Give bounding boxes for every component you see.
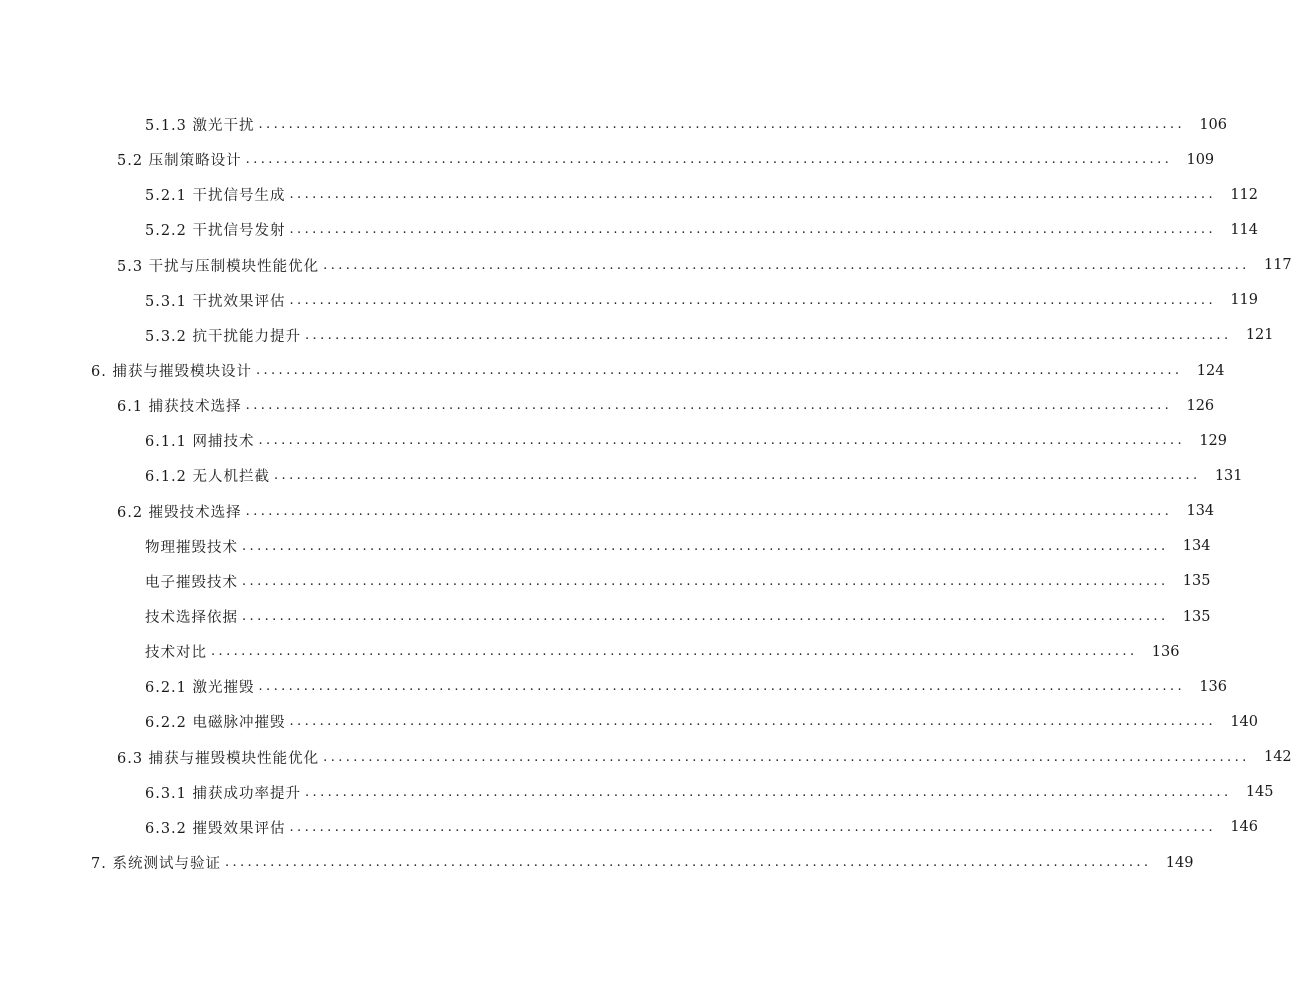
toc-entry-title: 5.2.1 干扰信号生成 (145, 188, 286, 205)
toc-entry[interactable] (0, 388, 1215, 423)
toc-page-number: 146 (1230, 819, 1258, 836)
toc-entry[interactable] (0, 599, 1211, 634)
toc-page-number: 136 (1199, 678, 1227, 695)
toc-page-number: 114 (1230, 221, 1258, 238)
toc-entry-title: 5.2.2 干扰信号发射 (145, 223, 286, 240)
toc-page-number: 109 (1186, 151, 1215, 168)
toc-entry-title: 6.2 摧毁技术选择 (117, 504, 242, 521)
toc-entry-title: 6.2.1 激光摧毁 (145, 680, 255, 697)
toc-entry[interactable] (0, 634, 1180, 669)
toc-page-number: 136 (1151, 643, 1180, 660)
toc-page-number: 140 (1230, 713, 1258, 730)
toc-page-number: 112 (1230, 186, 1258, 203)
toc-entry-title: 5.2 压制策略设计 (117, 153, 242, 170)
toc-dot-leader: ........................................................................................................................... (289, 187, 1216, 203)
toc-entry[interactable] (0, 775, 1274, 810)
table-of-contents (0, 107, 1292, 880)
toc-entry[interactable] (0, 564, 1211, 599)
toc-entry[interactable] (0, 177, 1258, 212)
toc-dot-leader: ........................................................................................................................... (258, 433, 1185, 449)
toc-page-number: 134 (1182, 538, 1211, 555)
toc-entry-title: 6.3 捕获与摧毁模块性能优化 (117, 750, 320, 767)
toc-entry-title: 7. 系统测试与验证 (91, 856, 221, 873)
toc-entry[interactable] (0, 142, 1215, 177)
toc-entry-title: 技术对比 (145, 645, 207, 662)
toc-entry-title: 5.1.3 激光干扰 (145, 118, 255, 135)
toc-page-number: 145 (1245, 784, 1274, 801)
toc-page-number: 135 (1182, 608, 1211, 625)
toc-dot-leader: ........................................................................................................................... (289, 714, 1216, 730)
toc-dot-leader: ........................................................................................................................... (289, 222, 1216, 238)
toc-page-number: 134 (1186, 503, 1215, 520)
toc-dot-leader: ........................................................................................................................... (245, 152, 1173, 168)
toc-entry-title: 电子摧毁技术 (145, 574, 238, 591)
toc-entry[interactable] (0, 458, 1243, 493)
toc-entry-title: 6.3.1 捕获成功率提升 (145, 785, 302, 802)
toc-entry[interactable] (0, 212, 1258, 247)
toc-page-number: 124 (1196, 362, 1225, 379)
toc-entry-title: 6.1.1 网捕技术 (145, 434, 255, 451)
toc-entry-title: 6. 捕获与摧毁模块设计 (91, 364, 252, 381)
toc-entry-title: 6.1.2 无人机拦截 (145, 469, 271, 486)
toc-entry[interactable] (0, 107, 1227, 142)
toc-dot-leader: ........................................................................................................................... (305, 327, 1232, 343)
toc-dot-leader: ........................................................................................................................... (242, 538, 1169, 554)
toc-page-number: 106 (1199, 116, 1227, 133)
toc-dot-leader: ........................................................................................................................... (323, 257, 1250, 273)
toc-entry[interactable] (0, 494, 1215, 529)
toc-entry[interactable] (0, 669, 1227, 704)
toc-dot-leader: ........................................................................................................................... (289, 819, 1216, 835)
toc-page-number: 121 (1245, 327, 1274, 344)
toc-entry[interactable] (0, 529, 1211, 564)
toc-page-number: 117 (1263, 257, 1292, 274)
toc-dot-leader: ........................................................................................................................... (323, 749, 1250, 765)
toc-entry[interactable] (0, 845, 1194, 880)
toc-page-number: 131 (1214, 467, 1243, 484)
toc-entry[interactable] (0, 704, 1258, 739)
toc-page-number: 142 (1263, 749, 1292, 766)
toc-dot-leader: ........................................................................................................................... (289, 292, 1216, 308)
toc-dot-leader: ........................................................................................................................... (242, 573, 1169, 589)
toc-entry-title: 6.1 捕获技术选择 (117, 399, 242, 416)
toc-dot-leader: ........................................................................................................................... (245, 503, 1173, 519)
toc-page-number: 126 (1186, 397, 1215, 414)
toc-dot-leader: ........................................................................................................................... (255, 363, 1183, 379)
toc-entry-title: 5.3 干扰与压制模块性能优化 (117, 258, 320, 275)
toc-entry[interactable] (0, 353, 1225, 388)
toc-entry-title: 6.2.2 电磁脉冲摧毁 (145, 715, 286, 732)
toc-entry[interactable] (0, 423, 1227, 458)
toc-entry[interactable] (0, 283, 1258, 318)
toc-dot-leader: ........................................................................................................................... (305, 784, 1232, 800)
toc-page-number: 129 (1199, 432, 1227, 449)
toc-dot-leader: ........................................................................................................................... (224, 855, 1152, 871)
toc-dot-leader: ........................................................................................................................... (258, 117, 1185, 133)
toc-dot-leader: ........................................................................................................................... (245, 398, 1173, 414)
toc-dot-leader: ........................................................................................................................... (211, 644, 1138, 660)
toc-dot-leader: ........................................................................................................................... (258, 679, 1185, 695)
toc-page-number: 149 (1165, 854, 1194, 871)
toc-entry-title: 技术选择依据 (145, 610, 238, 627)
toc-page-number: 119 (1230, 292, 1258, 309)
toc-dot-leader: ........................................................................................................................... (242, 609, 1169, 625)
toc-entry[interactable] (0, 318, 1274, 353)
toc-entry-title: 6.3.2 摧毁效果评估 (145, 820, 286, 837)
toc-entry-title: 物理摧毁技术 (145, 539, 238, 556)
toc-entry-title: 5.3.1 干扰效果评估 (145, 293, 286, 310)
toc-entry-title: 5.3.2 抗干扰能力提升 (145, 328, 302, 345)
toc-entry[interactable] (0, 248, 1292, 283)
toc-entry[interactable] (0, 810, 1258, 845)
toc-dot-leader: ........................................................................................................................... (274, 468, 1201, 484)
toc-page-number: 135 (1182, 573, 1211, 590)
toc-entry[interactable] (0, 740, 1292, 775)
